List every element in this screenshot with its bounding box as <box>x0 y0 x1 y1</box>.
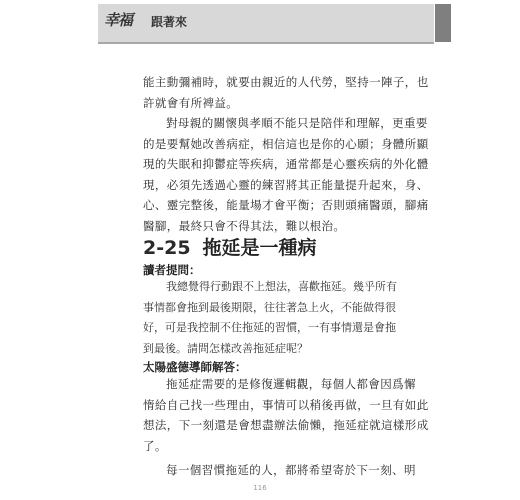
paragraph-line: 能主動彌補時，就要由親近的人代勞，堅持一陣子，也 <box>143 75 429 89</box>
paragraph-line: 心、靈完整後，能量場才會平衡；否則頭痛醫頭，腳痛 <box>143 198 429 212</box>
paragraph-1 <box>143 72 429 113</box>
paragraph-line: 現的失眠和抑鬱症等疾病，通常都是心靈疾病的外化體 <box>143 157 429 171</box>
answer-continuation <box>143 460 416 481</box>
paragraph-line: 的是要幫她改善病症，相信這也是你的心願；身體所顯 <box>143 136 429 151</box>
header-logo: 幸福 <box>104 11 133 29</box>
answer-heading: 太陽盛德導師解答： <box>143 360 247 374</box>
question-line: 到最後。請問怎樣改善拖延症呢？ <box>143 341 308 355</box>
header-tab-marker <box>435 4 451 42</box>
header-subtitle: 跟著來 <box>151 15 188 29</box>
header-rule <box>98 42 434 44</box>
paragraph-line: 對母親的關懷與孝順不能只是陪伴和理解，更重要 <box>166 116 428 130</box>
paragraph-line: 現，必須先透過心靈的練習將其正能量提升起來，身、 <box>143 177 429 192</box>
answer-line: 惰給自己找一些理由，事情可以稍後再做，一旦有如此 <box>143 397 429 412</box>
question-line: 我總覺得行動跟不上想法，喜歡拖延。幾乎所有 <box>166 280 397 293</box>
answer-line: 每一個習慣拖延的人，都將希望寄於下一刻、明 <box>166 463 416 477</box>
answer-line: 了。 <box>143 438 167 453</box>
answer-line: 想法，下一刻還是會想盡辦法偷懶，拖延症就這樣形成 <box>143 418 429 432</box>
paragraph-2 <box>143 113 429 236</box>
section-title: 拖延是一種病 <box>202 237 317 259</box>
section-heading <box>143 233 317 260</box>
answer-line: 拖延症需要的是修復邏輯觀，每個人都會因爲懈 <box>166 377 416 391</box>
question-heading: 讀者提問： <box>143 263 201 277</box>
answer-text <box>143 374 429 456</box>
header-bar <box>98 4 434 42</box>
paragraph-line: 醫腳，最終只會不得其法，難以根治。 <box>143 218 346 233</box>
page-number: 116 <box>253 484 267 492</box>
question-text <box>143 277 397 359</box>
question-line: 好，可是我控制不住拖延的習慣，一有事情還是會拖 <box>143 321 396 334</box>
section-number: 2-25 <box>143 237 191 259</box>
question-line: 事情都會拖到最後期限，往往著急上火，不能做得很 <box>143 300 396 314</box>
paragraph-line: 許就會有所裨益。 <box>143 95 239 110</box>
